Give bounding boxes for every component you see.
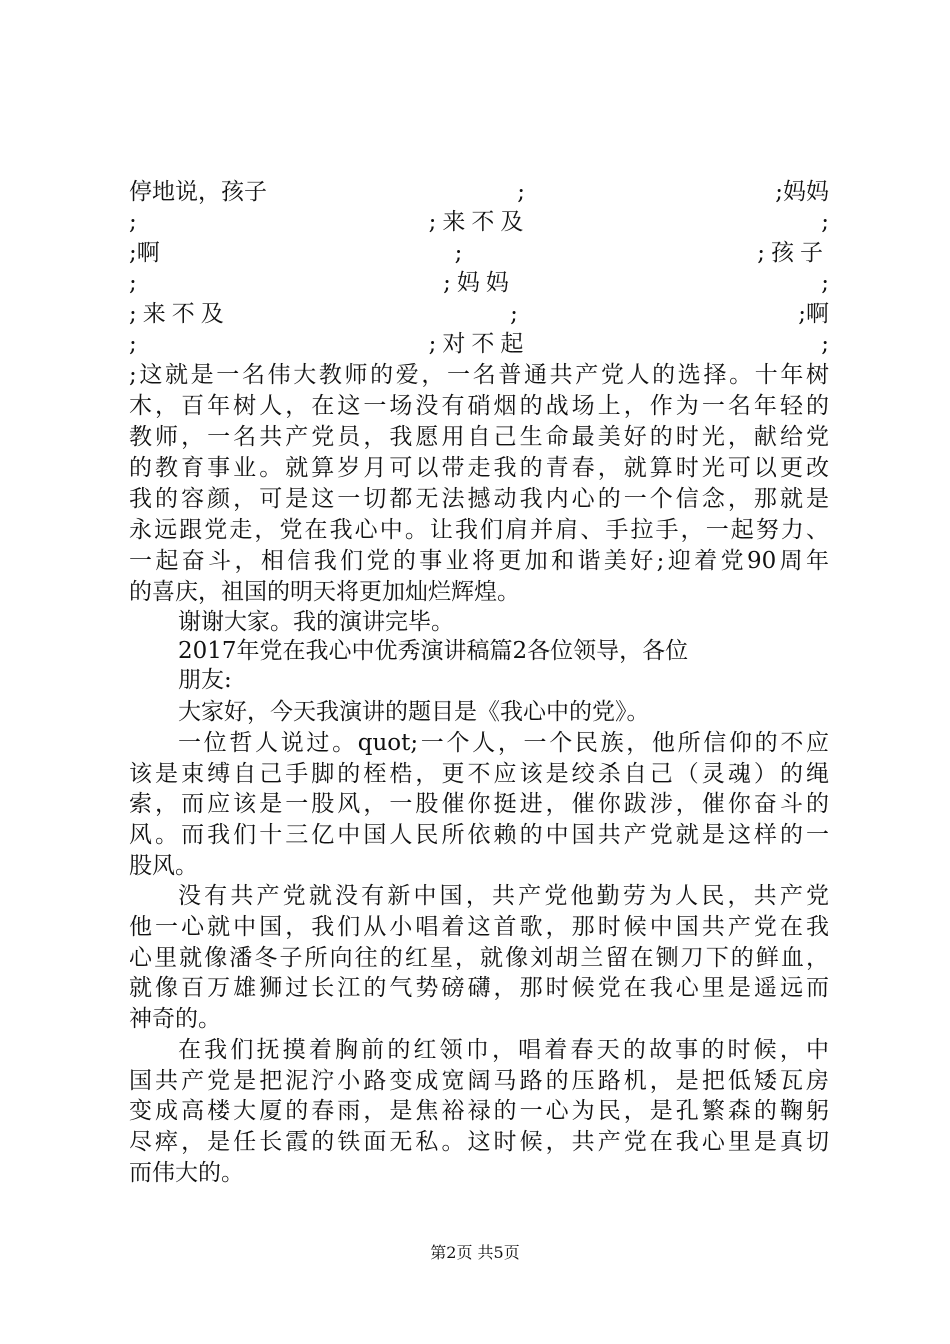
lyric-fragment: ; [821,270,829,296]
body-line: 一起奋斗，相信我们党的事业将更加和谐美好;迎着党90周年 [129,548,829,574]
lyric-line [129,329,829,359]
paragraph-line: 尽瘁，是任长霞的铁面无私。这时候，共产党在我心里是真切 [129,1129,829,1155]
paragraph-line: 而伟大的。 [129,1160,244,1186]
paragraph-line: 该是束缚自己手脚的桎梏，更不应该是绞杀自己（灵魂）的绳 [129,761,829,787]
paragraph-line: 股风。 [129,853,198,879]
paragraph-line: 变成高楼大厦的春雨，是焦裕禄的一心为民，是孔繁森的鞠躬 [129,1098,829,1124]
lyric-fragment: ;孩子 [757,240,829,266]
paragraph-line: 一位哲人说过。quot;一个人，一个民族，他所信仰的不应 [178,730,829,756]
lyric-fragment: ; [129,331,137,357]
lyric-line [129,268,829,298]
lyric-fragment: 停地说，孩子 [129,179,267,205]
lyric-fragment: ; [510,301,518,327]
lyric-fragment: ; [821,331,829,357]
lyric-fragment: ;妈妈 [443,270,515,296]
paragraph-line: 索，而应该是一股风，一股催你挺进，催你跋涉，催你奋斗的 [129,791,829,817]
section-title-line: 2017年党在我心中优秀演讲稿篇2各位领导，各位 [178,638,689,664]
intro-line: 大家好，今天我演讲的题目是《我心中的党》。 [178,699,650,725]
lyric-fragment: ;妈妈 [775,179,829,205]
paragraph-line: 心里就像潘冬子所向往的红星，就像刘胡兰留在铡刀下的鲜血， [129,945,829,971]
paragraph-line: 没有共产党就没有新中国，共产党他勤劳为人民，共产党 [178,883,829,909]
paragraph-line: 就像百万雄狮过长江的气势磅礴，那时候党在我心里是遥远而 [129,975,829,1001]
paragraph-line: 风。而我们十三亿中国人民所依赖的中国共产党就是这样的一 [129,822,829,848]
body-line: 永远跟党走，党在我心中。让我们肩并肩、手拉手，一起努力、 [129,517,829,543]
lyric-fragment: ;来不及 [129,301,230,327]
lyric-line [129,177,829,207]
body-line: 的喜庆，祖国的明天将更加灿烂辉煌。 [129,579,520,605]
paragraph-line: 国共产党是把泥泞小路变成宽阔马路的压路机，是把低矮瓦房 [129,1068,829,1094]
body-line: 木，百年树人，在这一场没有硝烟的战场上，作为一名年轻的 [129,393,829,419]
lyric-line [129,238,829,268]
body-line: 教师，一名共产党员，我愿用自己生命最美好的时光，献给党 [129,424,829,450]
body-line: 的教育事业。就算岁月可以带走我的青春，就算时光可以更改 [129,455,829,481]
page-footer: 第2页 共5页 [430,1243,520,1262]
lyric-fragment: ;啊 [798,301,829,327]
lyric-fragment: ; [454,240,463,266]
lyric-fragment: ;对不起 [428,331,530,357]
lyric-fragment: ; [129,209,137,235]
lyric-line [129,299,829,329]
lyric-fragment: ; [517,179,525,205]
lyric-line [129,207,829,237]
lyric-fragment: ;来不及 [428,209,530,235]
paragraph-line: 神奇的。 [129,1006,221,1032]
closing-line: 谢谢大家。我的演讲完毕。 [178,609,454,635]
greeting-line: 朋友: [178,667,232,693]
paragraph-line: 在我们抚摸着胸前的红领巾，唱着春天的故事的时候，中 [178,1037,829,1063]
body-line: ;这就是一名伟大教师的爱，一名普通共产党人的选择。十年树 [129,362,829,388]
lyric-fragment: ;啊 [129,240,160,266]
lyric-fragment: ; [821,209,829,235]
body-line: 我的容颜，可是这一切都无法撼动我内心的一个信念，那就是 [129,486,829,512]
lyric-fragment: ; [129,270,137,296]
paragraph-line: 他一心就中国，我们从小唱着这首歌，那时候中国共产党在我 [129,914,829,940]
